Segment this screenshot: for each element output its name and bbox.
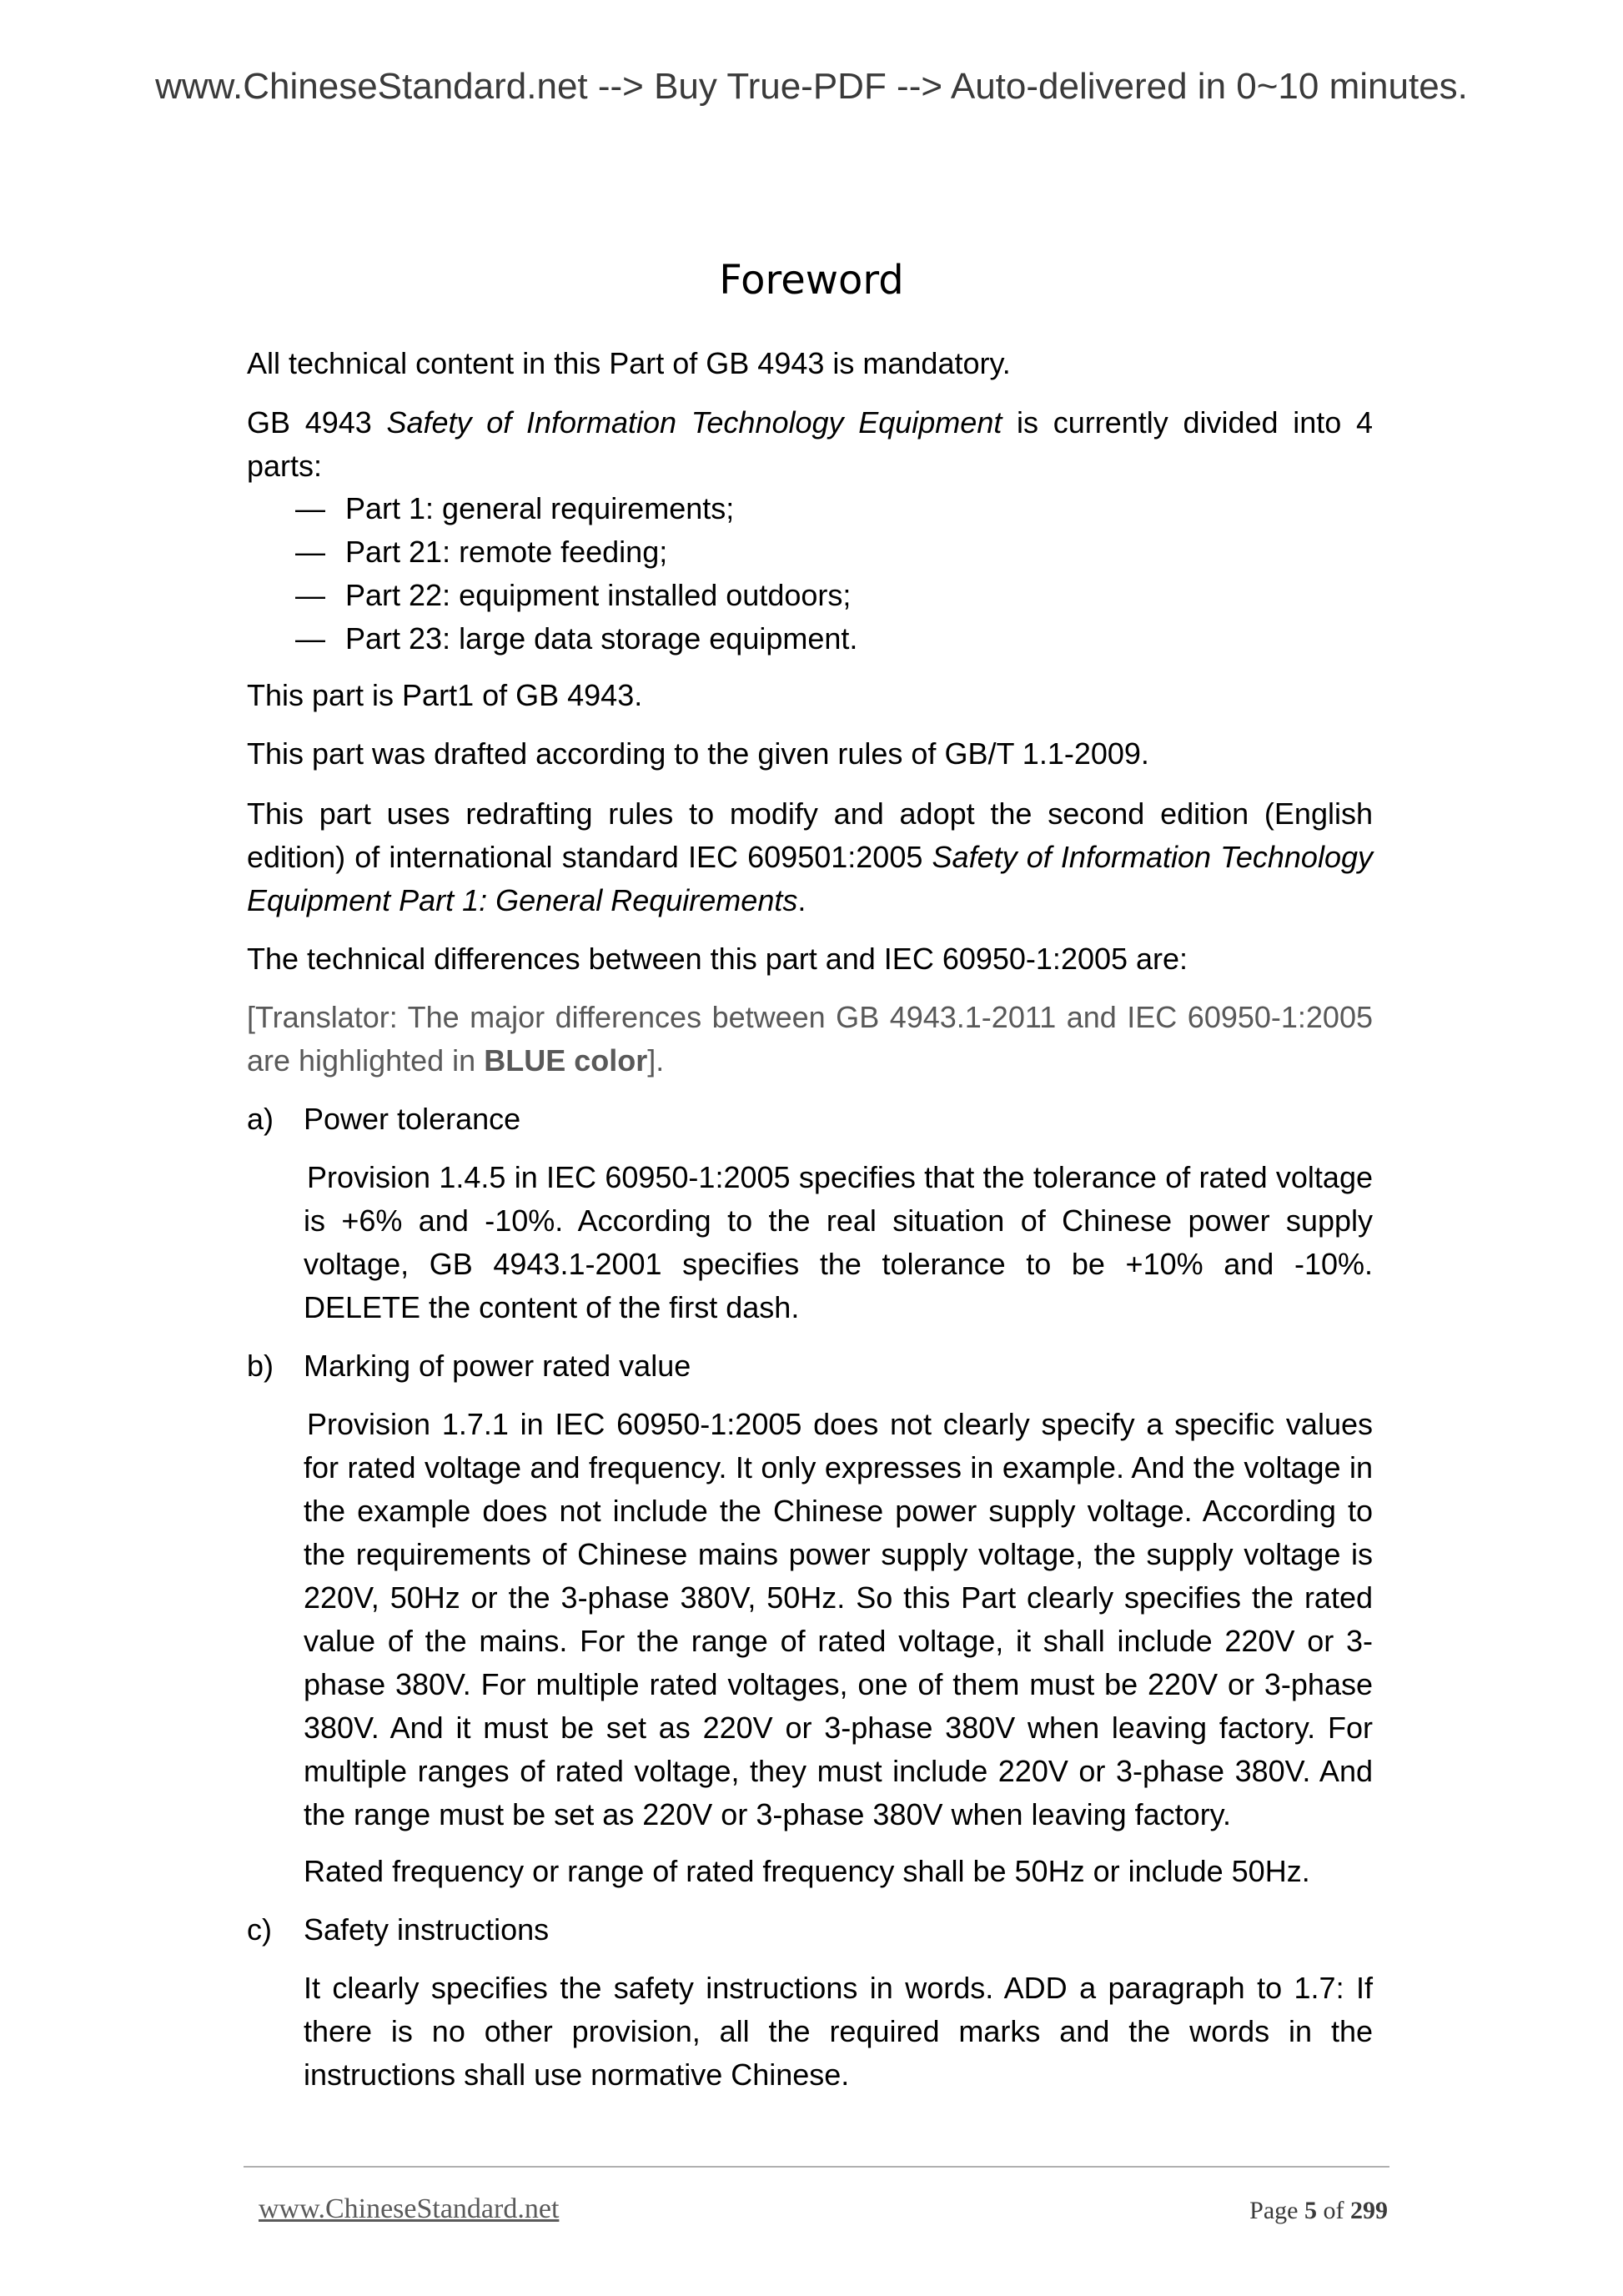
item-letter: a) <box>247 1102 274 1136</box>
page-number <box>1249 2197 1388 2225</box>
dash-marker: — <box>295 535 325 569</box>
paragraph-drafted: This part was drafted according to the given rules of GB/T 1.1-2009. <box>247 736 1149 771</box>
dash-marker: — <box>295 491 325 525</box>
list-item-text: Part 22: equipment installed outdoors; <box>345 578 852 612</box>
redraft-title-italic: Safety of Information Technology Equipment Part 1: General Requirements <box>247 840 1373 917</box>
paragraph-redraft <box>247 792 1373 922</box>
item-c-heading <box>247 1908 549 1952</box>
translator-note <box>247 996 1373 1083</box>
item-b-paragraph-2: Rated frequency or range of rated frequency shall be 50Hz or include 50Hz. <box>304 1854 1310 1888</box>
item-heading-text: Safety instructions <box>304 1912 550 1947</box>
list-item-text: Part 23: large data storage equipment. <box>345 621 858 656</box>
page-of: of <box>1323 2197 1344 2224</box>
paragraph-parts <box>247 401 1373 488</box>
list-item <box>295 487 734 530</box>
page-title: Foreword <box>719 257 904 304</box>
item-heading-text: Power tolerance <box>304 1102 521 1136</box>
paragraph-differences: The technical differences between this part and IEC 60950-1:2005 are: <box>247 942 1188 976</box>
dash-marker: — <box>295 578 325 612</box>
header-banner[interactable]: www.ChineseStandard.net --> Buy True-PDF --> Auto-delivered in 0~10 minutes. <box>155 66 1468 107</box>
paragraph-mandatory: All technical content in this Part of GB 4943 is mandatory. <box>247 346 1011 380</box>
translator-note-prefix: [Translator: The major differences between GB 4943.1-2011 and IEC 60950-1:2005 are highlighted in <box>247 1000 1373 1078</box>
item-a-paragraph: Provision 1.4.5 in IEC 60950-1:2005 specifies that the tolerance of rated voltage is +6% and -10%. According to the real situation of Chinese power supply voltage, GB 4943.1-2001 specifies the tolerance to be +10% and -10%. DELETE the content of the first dash. <box>304 1160 1373 1324</box>
page-word: Page <box>1249 2197 1299 2224</box>
page-current: 5 <box>1304 2197 1317 2224</box>
footer-divider <box>244 2166 1389 2168</box>
item-heading-text: Marking of power rated value <box>304 1349 691 1383</box>
footer-website-link[interactable]: www.ChineseStandard.net <box>259 2193 560 2224</box>
list-item <box>295 574 851 617</box>
item-b-heading <box>247 1344 691 1388</box>
item-a-heading <box>247 1098 520 1141</box>
list-item-text: Part 1: general requirements; <box>345 491 735 525</box>
item-b-paragraph: Provision 1.7.1 in IEC 60950-1:2005 does not clearly specify a specific values for rated voltage and frequency. It only expresses in example. And the voltage in the example does not include the Chinese power supply voltage. According to the requirements of Chinese mains power supply voltage, the supply voltage is 220V, 50Hz or the 3-phase 380V, 50Hz. So this Part clearly specifies the rated value of the mains. For the range of rated voltage, it shall include 220V or 3-phase 380V. For multiple rated voltages, one of them must be 220V or 3-phase 380V. And it must be set as 220V or 3-phase 380V when leaving factory. For multiple ranges of rated voltage, they must include 220V or 3-phase 380V. And the range must be set as 220V or 3-phase 380V when leaving factory. <box>304 1407 1373 1831</box>
paragraph-part1: This part is Part1 of GB 4943. <box>247 678 643 712</box>
parts-suffix: is currently divided into 4 parts: <box>247 405 1373 483</box>
translator-note-bold: BLUE color <box>484 1043 648 1078</box>
list-item <box>295 530 667 574</box>
list-item-text: Part 21: remote feeding; <box>345 535 668 569</box>
page-total: 299 <box>1350 2197 1388 2224</box>
parts-prefix: GB 4943 <box>247 405 387 440</box>
parts-title-italic: Safety of Information Technology Equipment <box>386 405 1002 440</box>
translator-note-suffix: ]. <box>647 1043 665 1078</box>
list-item <box>295 617 857 661</box>
redraft-prefix: This part uses redrafting rules to modify and adopt the second edition (English edition) of international standard IEC 609501:2005 <box>247 796 1373 874</box>
item-letter: b) <box>247 1349 274 1383</box>
dash-marker: — <box>295 621 325 656</box>
item-c-paragraph: It clearly specifies the safety instructions in words. ADD a paragraph to 1.7: If there is no other provision, all the required marks and the words in the instructions shall use normative Chinese. <box>304 1971 1373 2092</box>
item-letter: c) <box>247 1912 272 1947</box>
redraft-suffix: . <box>797 883 806 917</box>
